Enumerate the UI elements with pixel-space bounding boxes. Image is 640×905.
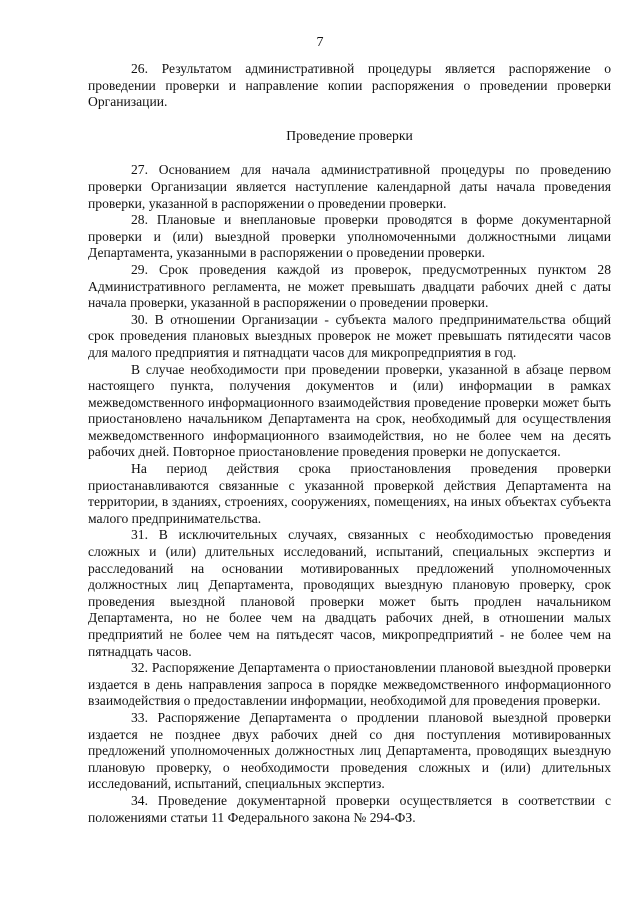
paragraph-28: 28. Плановые и внеплановые проверки проводятся в форме документарной проверки и (или) выездной проверки уполномоченными должностными лицами Департамента, указанными в распоряжении о проведении проверки.	[88, 212, 611, 261]
paragraph-34: 34. Проведение документарной проверки осуществляется в соответствии с положениями статьи 11 Федерального закона № 294-ФЗ.	[88, 792, 611, 825]
paragraph-29: 29. Срок проведения каждой из проверок, предусмотренных пунктом 28 Административного регламента, не может превышать двадцати рабочих дней с даты начала проверки, указанной в распоряжении о проведении проверки.	[88, 261, 611, 311]
paragraph-30-suspension-period: На период действия срока приостановления проведения проверки приостанавливаются связанные с указанной проверкой действия Департамента на территории, в зданиях, строениях, сооружениях, помещениях, на иных объектах субъекта малого предпринимательства.	[88, 461, 611, 526]
paragraph-30-suspension: В случае необходимости при проведении проверки, указанной в абзаце первом настоящего пункта, получения документов и (или) информации в рамках межведомственного информационного взаимодействия проведение проверки может быть приостановлено начальником Департамента на срок, необходимый для осуществления межведомственного информационного взаимодействия, но не более чем на десять рабочих дней. Повторное приостановление проведения проверки не допускается.	[88, 361, 611, 460]
section-heading: Проведение проверки	[286, 127, 413, 143]
paragraph-27: 27. Основанием для начала административной процедуры по проведению проверки Организации является наступление календарной даты начала проведения проверки, указанной в распоряжении о проведении проверки.	[88, 162, 611, 211]
page-content	[88, 61, 611, 826]
paragraph-32: 32. Распоряжение Департамента о приостановлении плановой выездной проверки издается в день направления запроса в порядке межведомственного информационного взаимодействия о предоставлении информации, необходимой для проведения проверки.	[88, 660, 611, 709]
page-number: 7	[316, 35, 324, 50]
paragraph-33: 33. Распоряжение Департамента о продлении плановой выездной проверки издается не позднее двух рабочих дней со дня поступления мотивированных предложений уполномоченных должностных лиц Департамента, проводящих выездную плановую проверку, о необходимости проведения сложных и (или) длительных исследований, испытаний, специальных экспертиз.	[88, 709, 611, 792]
paragraph-30: 30. В отношении Организации - субъекта малого предпринимательства общий срок проведения плановых выездных проверок не может превышать пятидесяти часов для малого предприятия и пятнадцати часов для микропредприятия в год.	[88, 311, 611, 360]
paragraph-31: 31. В исключительных случаях, связанных с необходимостью проведения сложных и (или) длительных исследований, испытаний, специальных экспертиз и расследований на основании мотивированных предложений уполномоченных должностных лиц Департамента, проводящих выездную плановую проверку, срок проведения выездной плановой проверки может быть продлен начальником Департамента, но не более чем на двадцать рабочих дней, в отношении малых предприятий не более чем на пятьдесят часов, микропредприятий - не более чем на пятнадцать часов.	[88, 527, 611, 659]
paragraph-26: 26. Результатом административной процедуры является распоряжение о проведении проверки и направление копии распоряжения о проведении проверки Организации.	[88, 61, 611, 110]
